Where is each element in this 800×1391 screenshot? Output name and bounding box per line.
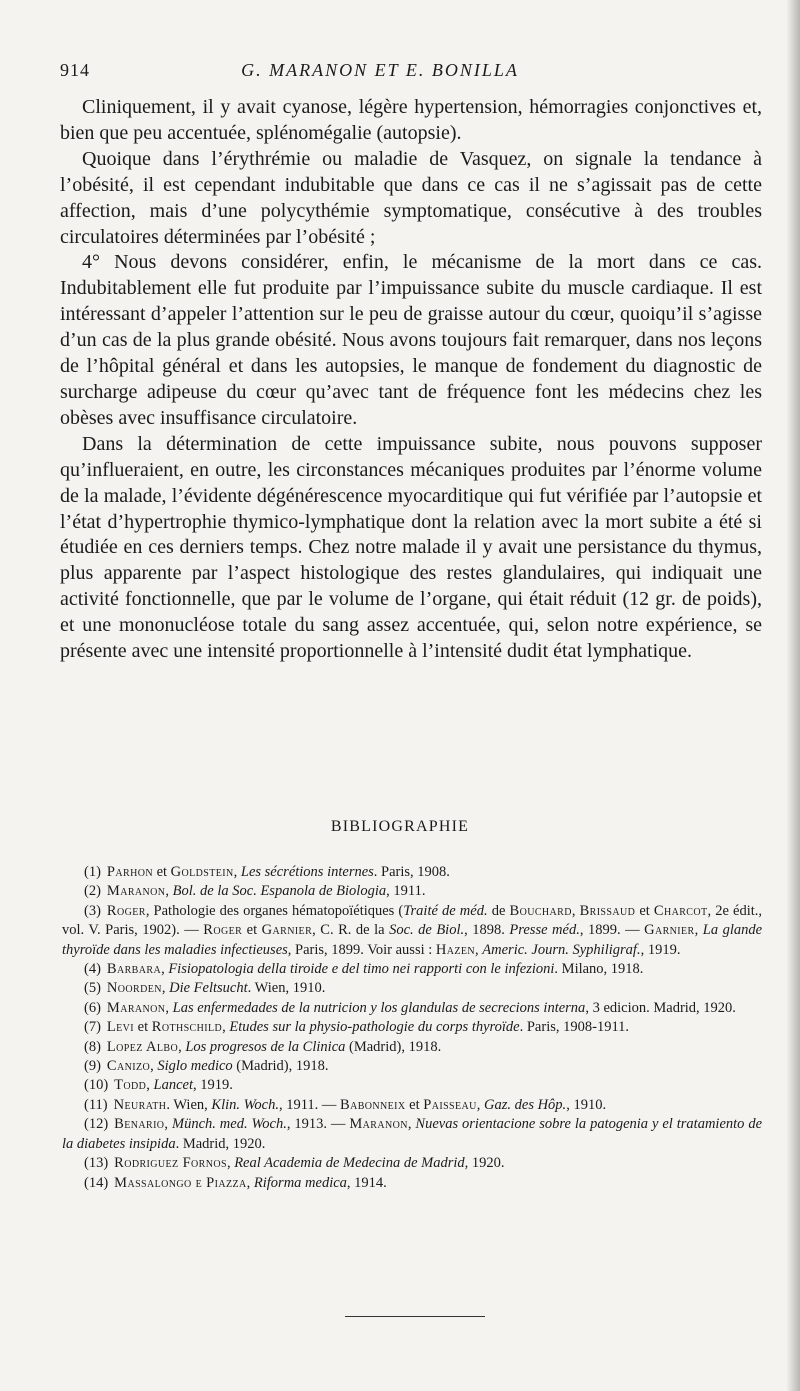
reference-item: (4) Barbara, Fisiopatologia della tiroide e del timo nei rapporti con le infezioni. Milano, 1918. — [84, 961, 644, 978]
paragraph: Dans la détermination de cette impuissance subite, nous pouvons supposer qu’influeraient, en outre, les circonstances mécaniques produites par l’énorme volume de la malade, l’évidente dégénérescence myocarditique qui fut vérifiée par l’autopsie et l’état d’hypertrophie thymico-lymphatique dont la relation avec la mort subite a été si étudiée en ces derniers temps. Chez notre malade il y avait une persistance du thymus, plus apparente par l’aspect histologique des restes glandulaires, qui indiquait une activité fonctionnelle, que par le volume de l’organe, qui était réduit (12 gr. de poids), et une mononucléose totale du sang assez accentuée, qui, selon notre expérience, se présente avec une intensité proportionnelle à l’intensité dudit état lymphatique. — [60, 432, 762, 663]
bibliography-list — [62, 863, 762, 1193]
article-body — [60, 95, 762, 665]
page-number: 914 — [60, 60, 90, 80]
reference-item: (9) Canizo, Siglo medico (Madrid), 1918. — [84, 1058, 329, 1075]
reference-item: (6) Maranon, Las enfermedades de la nutricion y los glandulas de secrecions interna, 3 edicion. Madrid, 1920. — [84, 999, 736, 1016]
reference-item: (14) Massalongo e Piazza, Riforma medica, 1914. — [84, 1174, 387, 1191]
reference-item: (5) Noorden, Die Feltsucht. Wien, 1910. — [84, 980, 326, 997]
running-title: G. MARANON ET E. BONILLA — [241, 60, 519, 80]
bibliography-heading: BIBLIOGRAPHIE — [330, 818, 470, 835]
paragraph: Cliniquement, il y avait cyanose, légère hypertension, hémorragies conjonctives et, bien que peu accentuée, splénomégalie (autopsie). — [60, 96, 762, 144]
paragraph: 4° Nous devons considérer, enfin, le mécanisme de la mort dans ce cas. Indubitablement elle fut produite par l’impuissance subite du muscle cardiaque. Il est intéressant d’appeler l’attention sur le peu de graisse autour du cœur, quoiqu’il s’agisse d’un cas de la plus grande obésité. Nous avons toujours fait remarquer, dans nos leçons de l’hôpital général et dans les autopsies, le manque de fondement du diagnostic de surcharge adipeuse du cœur qu’avec tant de fréquence font les médecins chez les obèses avec insuffisance circulatoire. — [60, 251, 762, 429]
reference-item: (8) Lopez Albo, Los progresos de la Clinica (Madrid), 1918. — [84, 1038, 442, 1055]
reference-item: (7) Levi et Rothschild, Etudes sur la physio-pathologie du corps thyroïde. Paris, 1908-1911. — [84, 1019, 630, 1036]
reference-item: (12) Benario, Münch. med. Woch., 1913. — Maranon, Nuevas orientacione sobre la patogenia y el tratamiento de la diabetes insipida. Madrid, 1920. — [62, 1116, 763, 1152]
reference-item: (2) Maranon, Bol. de la Soc. Espanola de Biologia, 1911. — [84, 883, 426, 900]
running-head — [60, 60, 760, 84]
reference-item: (1) Parhon et Goldstein, Les sécrétions internes. Paris, 1908. — [84, 864, 450, 880]
page-edge-shadow — [786, 0, 800, 1391]
reference-item: (10) Todd, Lancet, 1919. — [84, 1077, 233, 1094]
end-rule — [345, 1316, 485, 1317]
reference-item: (11) Neurath. Wien, Klin. Woch., 1911. — Babonneix et Paisseau, Gaz. des Hôp., 1910. — [84, 1096, 607, 1113]
reference-item: (3) Roger, Pathologie des organes hématopoïétiques (Traité de méd. de Bouchard, Brissaud et Charcot, 2e édit., vol. V. Paris, 1902). — Roger et Garnier, C. R. de la Soc. de Biol., 1898. Presse méd., 1899. — Garnier, La glande thyroïde dans les maladies infectieuses, Paris, 1899. Voir aussi : Hazen, Americ. Journ. Syphiligraf., 1919. — [62, 902, 763, 958]
paragraph: Quoique dans l’érythrémie ou maladie de Vasquez, on signale la tendance à l’obésité, il est cependant indubitable que dans ce cas il ne s’agissait pas de cette affection, mais d’une polycythémie symptomatique, consécutive à des troubles circulatoires déterminées par l’obésité ; — [60, 147, 762, 248]
reference-item: (13) Rodriguez Fornos, Real Academia de Medecina de Madrid, 1920. — [84, 1155, 505, 1172]
